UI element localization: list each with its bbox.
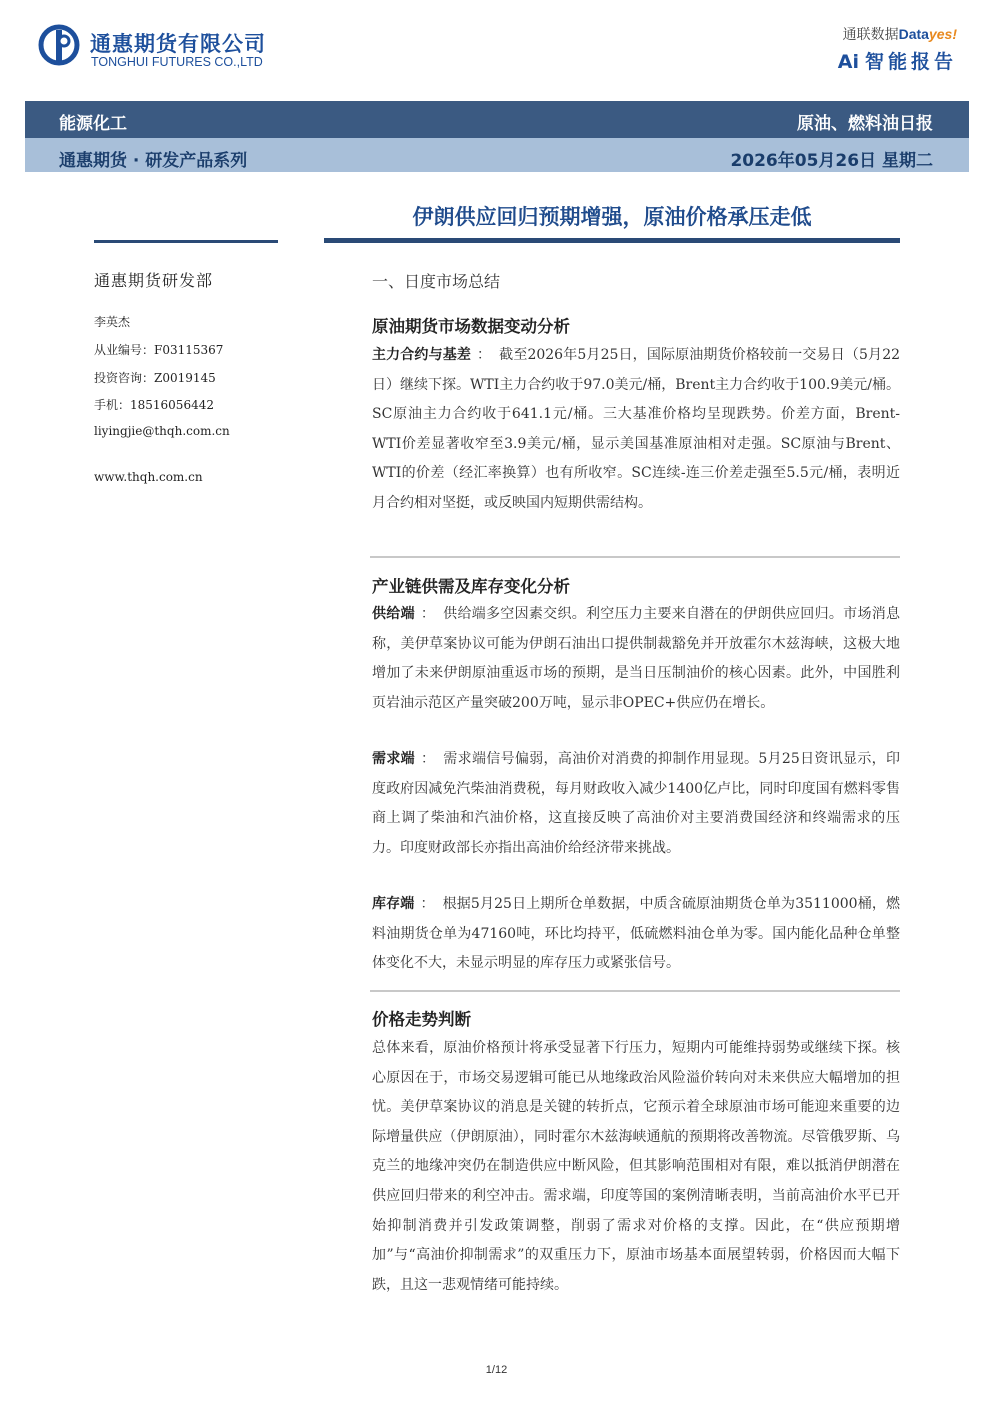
company-name-en: TONGHUI FUTURES CO.,LTD — [91, 55, 263, 69]
section-divider — [370, 556, 900, 558]
datayes-brand: Data — [898, 26, 929, 42]
advisory-number: 投资咨询：Z0019145 — [94, 371, 216, 385]
dept-name: 通惠期货研发部 — [94, 271, 214, 290]
subheading-price-outlook: 价格走势判断 — [372, 1010, 471, 1029]
section-heading: 一、日度市场总结 — [372, 272, 501, 291]
sidebar-rule — [94, 240, 278, 243]
page-number: 1/12 — [485, 1364, 508, 1376]
label-colon: ： — [477, 347, 492, 363]
paragraph-text: 根据5月25日上期所仓单数据，中质含硫原油期货仓单为3511000桶，燃料油期货仓单为47160吨，环比均持平，低硫燃料油仓单为零。国内能化品种仓单整体变化不大，未显示明显的库存压力或紧张信号。 — [372, 896, 901, 972]
title-rule — [324, 238, 900, 243]
paragraph-text: 供给端多空因素交织。利空压力主要来自潜在的伊朗供应回归。市场消息称，美伊草案协议可能为伊朗石油出口提供制裁豁免并开放霍尔木兹海峡，这极大地增加了未来伊朗原油重返市场的预期，是当日压制油价的核心因素。此外，中国胜利页岩油示范区产量突破200万吨，显示非OPEC+供应仍在增长。 — [372, 606, 901, 711]
datayes-prefix: 通联数据 — [842, 26, 899, 42]
report-type-label: 原油、燃料油日报 — [797, 114, 933, 134]
label-colon: ： — [420, 606, 436, 622]
paragraph-label: 主力合约与基差 — [372, 347, 472, 363]
website-link[interactable]: www.thqh.com.cn — [94, 470, 203, 484]
paragraph-label: 库存端 — [372, 896, 415, 912]
ai-report-text: 智能报告 — [864, 51, 957, 73]
paragraph-text: 总体来看，原油价格预计将承受显著下行压力，短期内可能维持弱势或继续下探。核心原因在于，市场交易逻辑可能已从地缘政治风险溢价转向对未来供应大幅增加的担忧。美伊草案协议的消息是关键的转折点，它预示着全球原油市场可能迎来重要的边际增量供应（伊朗原油），同时霍尔木兹海峡通航的预期将改善物流。尽管俄罗斯、乌克兰的地缘冲突仍在制造供应中断风险，但其影响范围相对有限，难以抵消伊朗潜在供应回归带来的利空冲击。需求端，印度等国的案例清晰表明，当前高油价水平已开始抑制消费并引发政策调整，削弱了需求对价格的支撑。因此，在“供应预期增加”与“高油价抑制需求”的双重压力下，原油市场基本面展望转弱，价格因而大幅下跌，且这一悲观情绪可能持续。 — [372, 1040, 900, 1293]
email-link[interactable]: liyingjie@thqh.com.cn — [94, 424, 230, 438]
tonghui-logo-icon — [38, 24, 80, 66]
label-colon: ： — [420, 751, 436, 767]
company-name-cn: 通惠期货有限公司 — [90, 32, 266, 56]
label-colon: ： — [420, 896, 435, 912]
paragraph-label: 供给端 — [372, 606, 415, 622]
ai-report-label — [838, 47, 957, 74]
paragraph-text: 截至2026年5月25日，国际原油期货价格较前一交易日（5月22日）继续下探。WTI主力合约收于97.0美元/桶，Brent主力合约收于100.9美元/桶。SC原油主力合约收于641.1元/桶。三大基准价格均呈现跌势。价差方面，Brent-WTI价差显著收窄至3.9美元/桶，显示美国基准原油相对走强。SC原油与Brent、WTI的价差（经汇率换算）也有所收窄。SC连续-连三价差走强至5.5元/桶，表明近月合约相对坚挺，或反映国内短期供需结构。 — [372, 347, 901, 511]
author-name: 李英杰 — [94, 315, 131, 329]
paragraph-outlook — [372, 1034, 900, 1300]
subheading-futures: 原油期货市场数据变动分析 — [372, 317, 570, 336]
report-date: 2026年05月26日 星期二 — [730, 151, 933, 171]
report-title: 伊朗供应回归预期增强，原油价格承压走低 — [412, 205, 812, 229]
paragraph-label: 需求端 — [372, 751, 415, 767]
datayes-suffix: yes! — [928, 26, 957, 42]
subheading-supply-demand: 产业链供需及库存变化分析 — [372, 577, 570, 596]
paragraph-demand — [372, 745, 900, 863]
section-divider — [370, 990, 900, 992]
paragraph-inventory — [372, 890, 900, 979]
paragraph-supply — [372, 600, 900, 718]
paragraph-text: 需求端信号偏弱，高油价对消费的抑制作用显现。5月25日资讯显示，印度政府因减免汽柴油消费税，每月财政收入减少1400亿卢比，同时印度国有燃料零售商上调了柴油和汽油价格，这直接反映了高油价对主要消费国经济和终端需求的压力。印度财政部长亦指出高油价给经济带来挑战。 — [372, 751, 900, 856]
ai-label: Ai — [837, 51, 859, 73]
series-label: 通惠期货 · 研发产品系列 — [59, 151, 248, 171]
paragraph-contracts — [372, 341, 900, 519]
license-number: 从业编号：F03115367 — [94, 343, 224, 357]
sector-label: 能源化工 — [59, 114, 127, 134]
phone-number: 手机：18516056442 — [94, 398, 214, 412]
datayes-logo — [843, 24, 957, 44]
